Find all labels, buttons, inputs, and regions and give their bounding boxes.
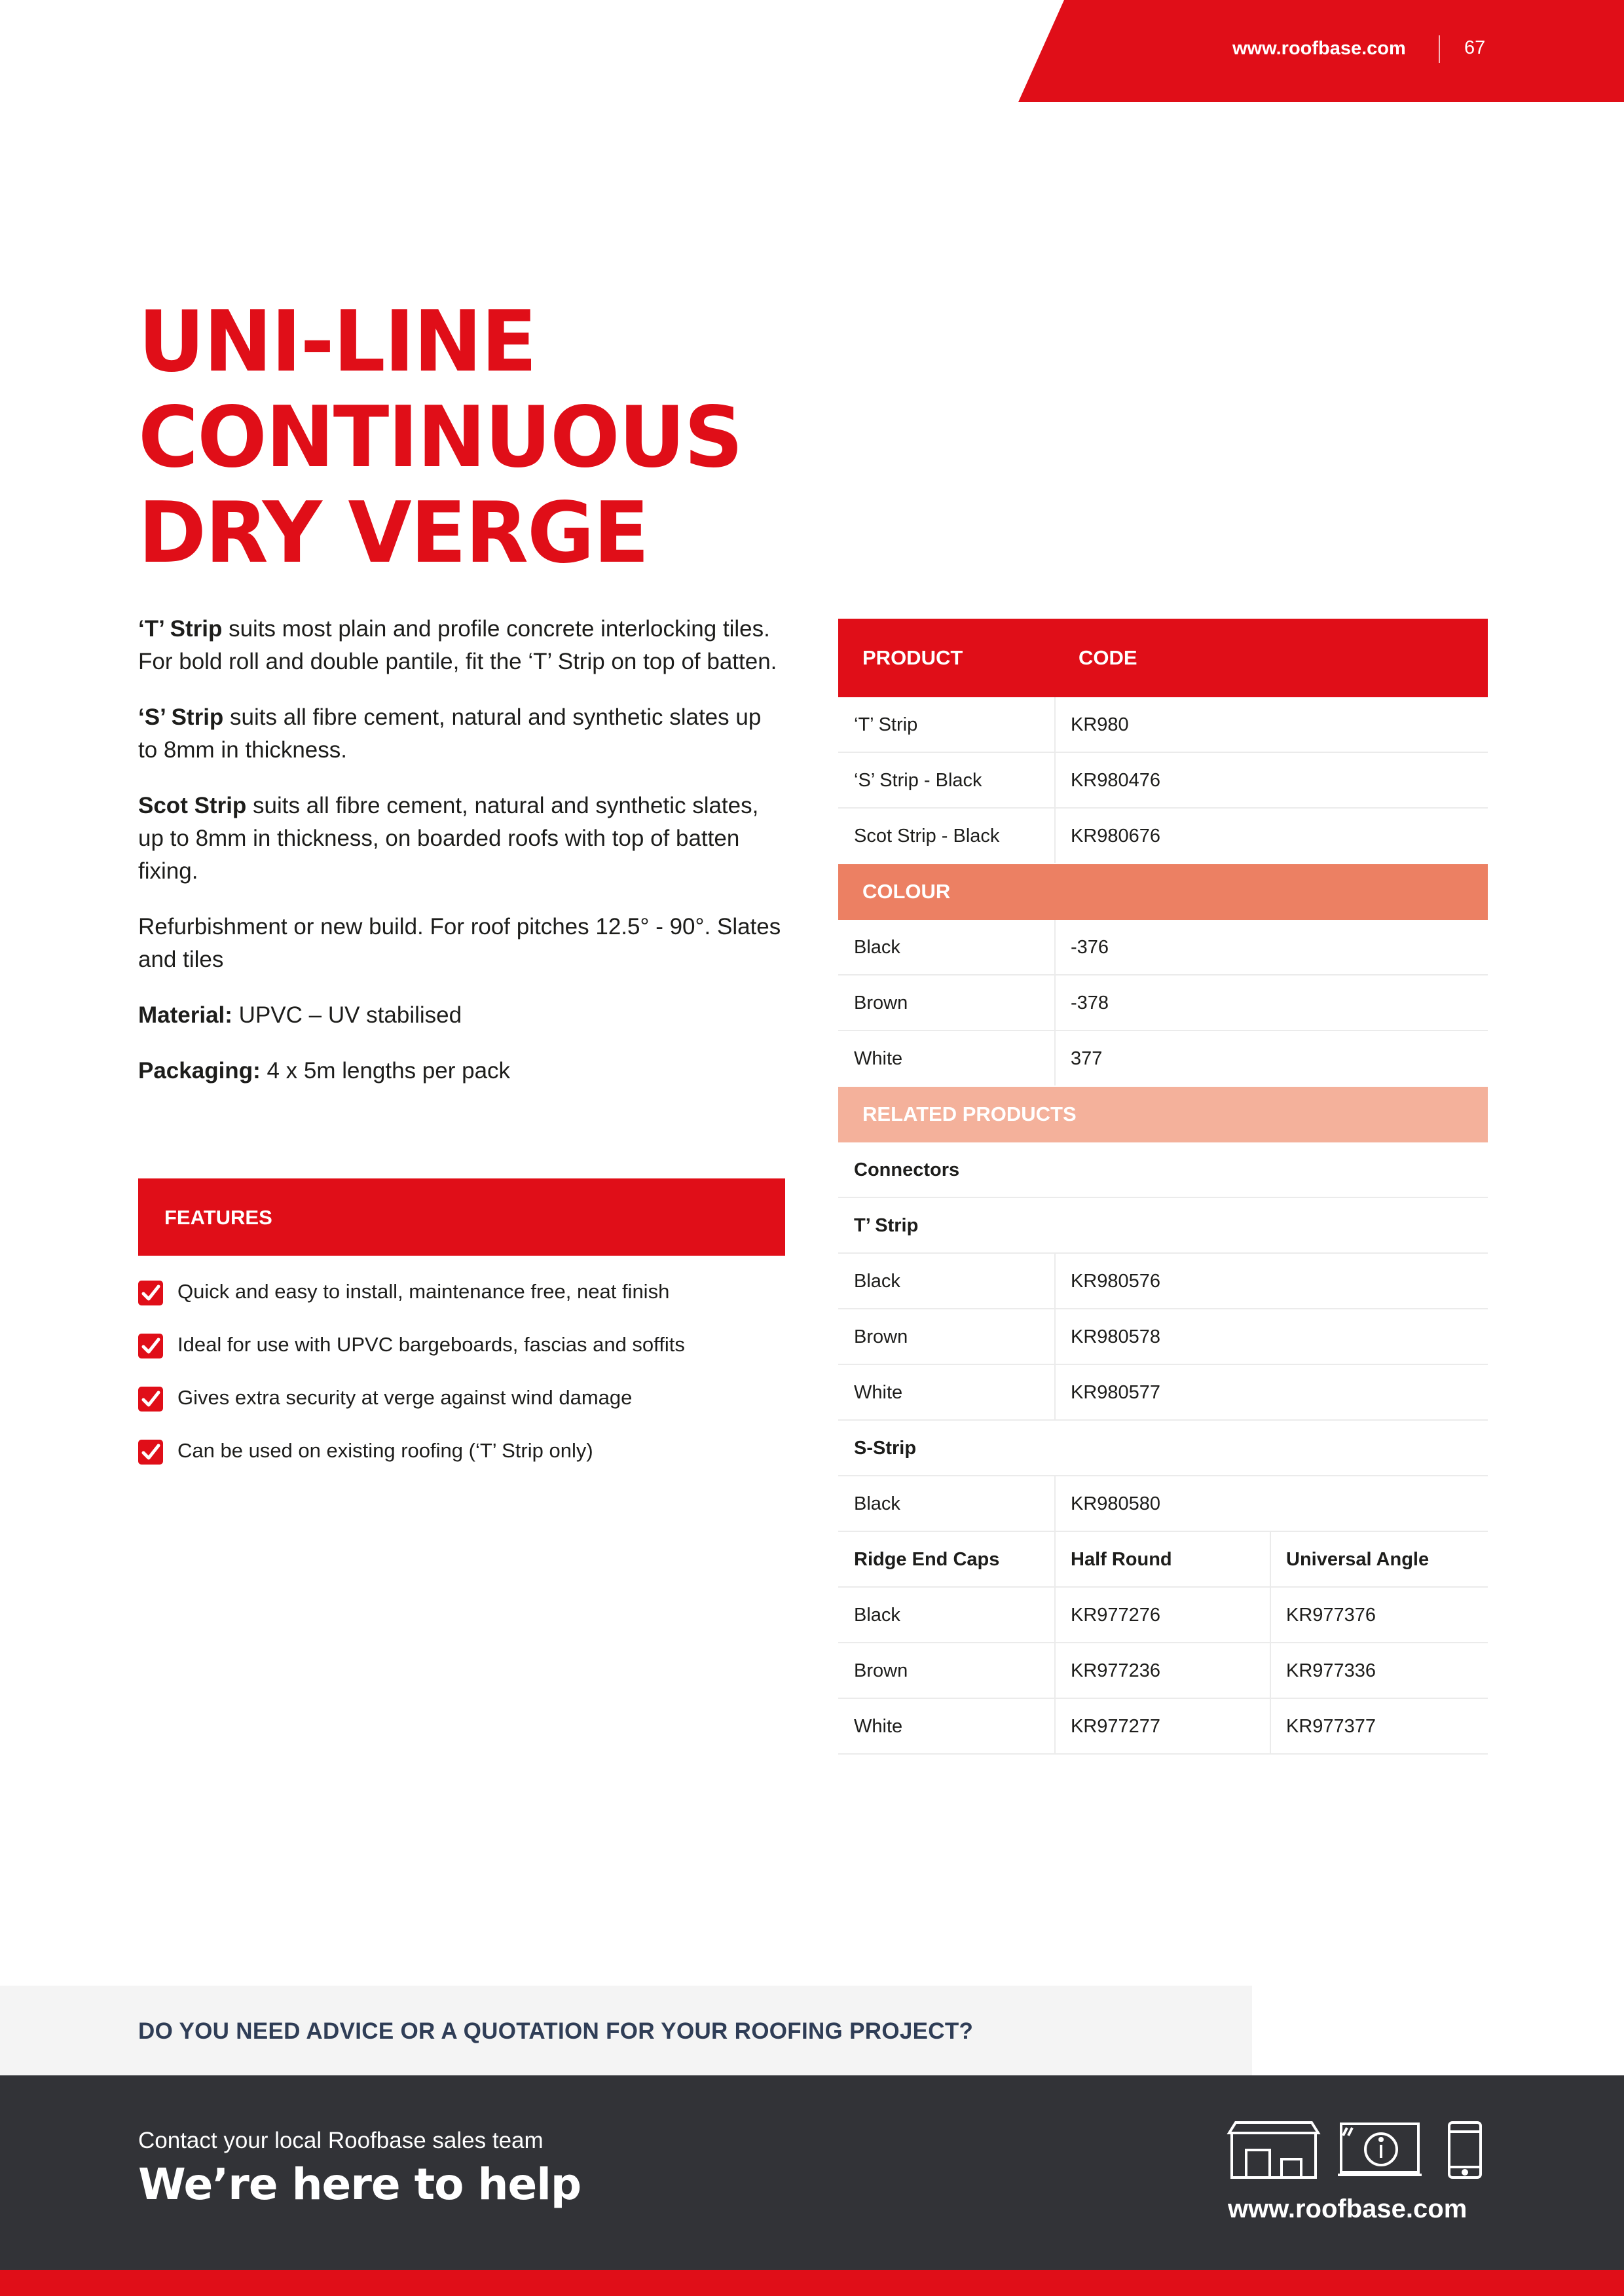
universal-angle-code: KR977377: [1286, 1716, 1376, 1737]
s-strip-paragraph: [138, 701, 786, 767]
product-code: KR980580: [1071, 1493, 1161, 1514]
half-round-code: KR977276: [1071, 1605, 1161, 1626]
universal-angle-code: KR977376: [1286, 1605, 1376, 1626]
material-bold: Material:: [138, 1002, 232, 1028]
feature-item: [138, 1277, 786, 1330]
table-row: [838, 1699, 1488, 1755]
feature-item: [138, 1436, 786, 1489]
page-number: 67: [1464, 37, 1486, 58]
table-row: [838, 697, 1488, 753]
half-round-code: KR977277: [1071, 1716, 1161, 1737]
store-icon: [1229, 2123, 1318, 2178]
checkbox-tick-icon: [138, 1440, 163, 1465]
feature-item: [138, 1330, 786, 1383]
t-strip-label: T’ Strip: [854, 1215, 919, 1236]
feature-text: Quick and easy to install, maintenance free, neat finish: [177, 1280, 670, 1303]
footer-icons: [1227, 2121, 1495, 2183]
ridge-label: Ridge End Caps: [854, 1549, 1000, 1570]
header-url[interactable]: www.roofbase.com: [1232, 38, 1406, 59]
colour-name: White: [854, 1716, 903, 1737]
colour-name: White: [854, 1382, 903, 1403]
feature-text: Gives extra security at verge against wind damage: [177, 1386, 633, 1409]
footer: [0, 2075, 1624, 2270]
laptop-info-icon: [1338, 2124, 1422, 2175]
features-list: [138, 1277, 786, 1489]
phone-icon: [1449, 2123, 1481, 2178]
colour-header-row: [838, 864, 1488, 920]
product-table: [838, 619, 1488, 1755]
checkbox-tick-icon: [138, 1387, 163, 1412]
refurb-paragraph: Refurbishment or new build. For roof pitches 12.5° - 90°. Slates and tiles: [138, 914, 781, 972]
t-strip-text: suits most plain and profile concrete interlocking tiles. For bold roll and double pantile, fit the ‘T’ Strip on top of batten.: [138, 616, 777, 674]
table-row: [838, 1588, 1488, 1643]
table-row: [838, 809, 1488, 864]
header-product: PRODUCT: [862, 646, 963, 669]
product-code: KR980577: [1071, 1382, 1161, 1403]
colour-name: Black: [854, 1605, 900, 1626]
colour-code: -376: [1071, 937, 1109, 958]
half-round-label: Half Round: [1071, 1549, 1172, 1570]
colour-code: -378: [1071, 993, 1109, 1013]
scot-strip-text: suits all fibre cement, natural and synthetic slates, up to 8mm in thickness, on boarded roofs with top of batten fixing.: [138, 793, 759, 884]
table-header-row: [838, 619, 1488, 697]
scot-strip-bold: Scot Strip: [138, 793, 247, 818]
table-row: [838, 753, 1488, 809]
packaging-text: 4 x 5m lengths per pack: [260, 1058, 511, 1084]
s-strip-text: suits all fibre cement, natural and synthetic slates up to 8mm in thickness.: [138, 704, 762, 763]
colour-name: Brown: [854, 1660, 908, 1681]
t-strip-bold: ‘T’ Strip: [138, 616, 223, 642]
colour-label: COLOUR: [862, 880, 951, 903]
connectors-row: [838, 1142, 1488, 1198]
footer-red-bar: [0, 2270, 1624, 2296]
colour-name: Black: [854, 1271, 900, 1292]
product-name: Scot Strip - Black: [854, 826, 1000, 847]
s-strip-subheader-row: [838, 1421, 1488, 1476]
universal-angle-code: KR977336: [1286, 1660, 1376, 1681]
table-row: [838, 920, 1488, 975]
product-description: [138, 613, 786, 1110]
product-code: KR980476: [1071, 770, 1161, 791]
related-label: RELATED PRODUCTS: [862, 1102, 1077, 1125]
table-row: [838, 1031, 1488, 1087]
feature-text: Can be used on existing roofing (‘T’ Strip only): [177, 1439, 593, 1462]
packaging-bold: Packaging:: [138, 1058, 261, 1084]
header-divider: [1439, 35, 1440, 63]
packaging-paragraph: [138, 1055, 786, 1087]
footer-help-heading: We’re here to help: [138, 2159, 581, 2210]
product-code: KR980578: [1071, 1326, 1161, 1347]
table-row: [838, 1643, 1488, 1699]
universal-angle-label: Universal Angle: [1286, 1549, 1430, 1570]
t-strip-paragraph: [138, 613, 786, 678]
table-row: [838, 1365, 1488, 1421]
product-name: ‘S’ Strip - Black: [854, 770, 982, 791]
material-text: UPVC – UV stabilised: [232, 1002, 462, 1028]
colour-name: Brown: [854, 993, 908, 1013]
title-line-3: DRY VERGE: [138, 484, 648, 582]
s-strip-bold: ‘S’ Strip: [138, 704, 224, 730]
features-header: [138, 1178, 785, 1256]
connectors-label: Connectors: [854, 1159, 960, 1180]
feature-text: Ideal for use with UPVC bargeboards, fascias and soffits: [177, 1333, 685, 1356]
advice-banner: [0, 1986, 1252, 2075]
half-round-code: KR977236: [1071, 1660, 1161, 1681]
footer-url[interactable]: www.roofbase.com: [1228, 2195, 1467, 2223]
table-row: [838, 1309, 1488, 1365]
title-line-1: UNI-LINE: [138, 293, 536, 391]
related-header-row: [838, 1087, 1488, 1142]
page-title: [138, 295, 858, 581]
product-code: KR980: [1071, 714, 1129, 735]
header-code: CODE: [1079, 646, 1137, 669]
checkbox-tick-icon: [138, 1281, 163, 1305]
colour-code: 377: [1071, 1048, 1103, 1069]
colour-name: White: [854, 1048, 903, 1069]
colour-name: Black: [854, 937, 900, 958]
scot-strip-paragraph: [138, 790, 786, 888]
colour-name: Black: [854, 1493, 900, 1514]
s-strip-label: S-Strip: [854, 1438, 917, 1459]
checkbox-tick-icon: [138, 1334, 163, 1358]
footer-contact-text: Contact your local Roofbase sales team: [138, 2128, 544, 2153]
product-name: ‘T’ Strip: [854, 714, 918, 735]
product-code: KR980676: [1071, 826, 1161, 847]
features-label: FEATURES: [164, 1206, 272, 1229]
ridge-header-row: [838, 1532, 1488, 1588]
title-line-2: CONTINUOUS: [138, 389, 742, 486]
feature-item: [138, 1383, 786, 1436]
t-strip-subheader-row: [838, 1198, 1488, 1254]
table-row: [838, 975, 1488, 1031]
table-row: [838, 1254, 1488, 1309]
table-row: [838, 1476, 1488, 1532]
material-paragraph: [138, 999, 786, 1032]
product-code: KR980576: [1071, 1271, 1161, 1292]
colour-name: Brown: [854, 1326, 908, 1347]
advice-text: DO YOU NEED ADVICE OR A QUOTATION FOR YOUR ROOFING PROJECT?: [138, 2018, 974, 2044]
